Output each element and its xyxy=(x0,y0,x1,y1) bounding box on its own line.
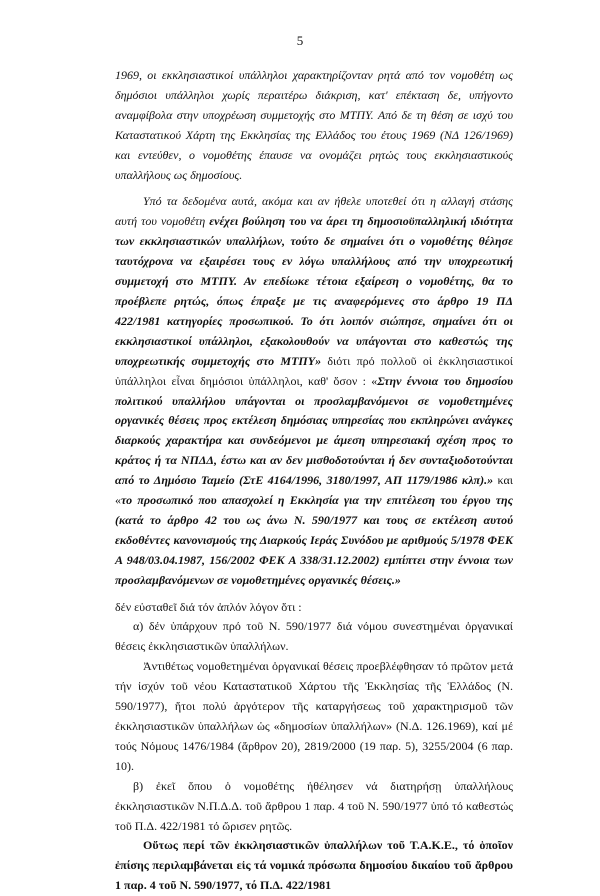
quote-2: το προσωπικό που απασχολεί η Εκκλησία για την επιτέλεση του έργου της (κατά το άρθρο 42 του ως άνω Ν. 590/1977 και τους σε εκτέλεση αυτού εκδοθέντες κανονισμούς της Διαρκούς Ιεράς Συνόδου με αριθμούς 5/1978 ΦΕΚ Α 948/03.04.1987, 156/2002 ΦΕΚ Α 338/31.12.2002) εμπίπτει στην έννοια των προσλαμβανόμενων σε νομοθετημένες οργανικές θέσεις.» xyxy=(115,493,513,587)
paragraph-2 xyxy=(115,192,513,590)
paragraph-4: α) δέν ὑπάρχουν πρό τοῦ Ν. 590/1977 διά νόμου συνεστημέναι ὀργανικαί θέσεις ἐκκλησιαστικῶν ὑπαλλήλων. xyxy=(115,619,513,654)
paragraph-2-intro: Υπό τα δεδομένα αυτά, ακόμα και αν ήθελε υποτεθεί ότι η αλλαγή στάσης αυτή του νομοθέτη xyxy=(115,194,513,229)
paragraph-1: 1969, οι εκκλησιαστικοί υπάλληλοι χαρακτηρίζονταν ρητά από τον νομοθέτη ως δημόσιοι υπάλληλοι χωρίς περαιτέρω διάκριση, κατ' επέκταση δε, υπήγοντο αναμφίβολα στην υποχρέωση συμμετοχής στο ΜΤΠΥ. Από δε τη θέση σε ισχύ του Καταστατικού Χάρτη της Εκκλησίας της Ελλάδος του έτους 1969 (ΝΔ 126/1969) και εντεύθεν, ο νομοθέτης έπαυσε να ονομάζει ρητώς τους εκκλησιαστικούς υπαλλήλους ως δημοσίους. xyxy=(115,68,513,182)
paragraph-6: β) ἐκεῖ ὅπου ὁ νομοθέτης ἠθέλησεν νά διατηρήσῃ ὑπαλλήλους ἐκκλησιαστικῶν Ν.Π.Δ.Δ. τοῦ ἄρθρου 1 παρ. 4 τοῦ Ν. 590/1977 ὑπό τό καθεστώς τοῦ Π.Δ. 422/1981 τό ὥρισεν ρητῶς. xyxy=(115,778,513,833)
document-body xyxy=(115,66,513,896)
page-number: 5 xyxy=(296,33,304,48)
paragraph-7: Οὕτως περί τῶν ἐκκλησιαστικῶν ὑπαλλήλων τοῦ Τ.Α.Κ.Ε., τό ὁποῖον ἐπίσης περιλαμβάνεται εἰς τά νομικά πρόσωπα δημοσίου δικαίου τοῦ ἄρθρου 1 παρ. 4 τοῦ Ν. 590/1977, τό Π.Δ. 422/1981 xyxy=(115,838,513,893)
paragraph-2-text: διότι πρό πολλοῦ οἱ ἐκκλησιαστικοί ὑπάλληλοι εἶναι δημόσιοι ὑπάλληλοι, καθ' ὅσον : « xyxy=(115,353,513,388)
quote-1: Στην έννοια του δημοσίου πολιτικού υπαλλήλου υπάγονται οι προσλαμβανόμενοι σε νομοθετημένες οργανικές θέσεις προς εκτέλεση δημόσιας υπηρεσίας που εκπληρώνει ανάγκες διαρκούς χαρακτήρα και συνδεόμενοι με άμεση υπηρεσιακή σχέση προς το κράτος ή τα ΝΠΔΔ, έστω και αν δεν μισθοδοτούνται ή δεν συνταξιοδοτούνται από το Δημόσιο Ταμείο (ΣτΕ 4164/1996, 3180/1997, ΑΠ 1179/1986 κλπ).» xyxy=(115,373,513,488)
paragraph-3: δέν εὐσταθεῖ διά τόν ἁπλόν λόγον ὅτι : xyxy=(115,599,302,614)
paragraph-5: Ἀντιθέτως νομοθετημέναι ὀργανικαί θέσεις προεβλέφθησαν τό πρῶτον μετά τήν ἰσχύν τοῦ νέου Καταστατικοῦ Χάρτου τῆς Ἐκκλησίας τῆς Ἑλλάδος (Ν. 590/1977), ἤτοι πολύ ἀργότερον τῆς καταργήσεως τοῦ χαρακτηρισμοῦ τῶν ἐκκλησιαστικῶν ὑπαλλήλων ὡς «δημοσίων ὑπαλλήλων» (Ν.Δ. 126.1969), καί μέ τούς Νόμους 1476/1984 (ἄρθρον 20), 2819/2000 (19 παρ. 5), 3255/2004 (6 παρ. 10). xyxy=(115,659,513,773)
paragraph-2-conjunction: και « xyxy=(115,473,513,508)
paragraph-2-emphasis: ενέχει βούληση του να άρει τη δημοσιοϋπαλληλική ιδιότητα των εκκλησιαστικών υπαλλήλων, τούτο δε σημαίνει ότι ο νομοθέτης θέλησε ταυτόχρονα να εξαιρέσει τους εν λόγω υπαλλήλους από την υποχρεωτική συμμετοχή στο ΜΤΠΥ. Αν επεδίωκε τέτοια εξαίρεση ο νομοθέτης, θα το προέβλεπε ρητώς, όπως έπραξε με τις αναφερόμενες στο άρθρο 19 ΠΔ 422/1981 κατηγορίες προσωπικού. Το ότι λοιπόν σιώπησε, σημαίνει ότι οι εκκλησιαστικοί υπάλληλοι, εξακολουθούν να υπάγονται στο καθεστώς της υποχρεωτικής συμμετοχής στο ΜΤΠΥ» xyxy=(115,214,513,368)
